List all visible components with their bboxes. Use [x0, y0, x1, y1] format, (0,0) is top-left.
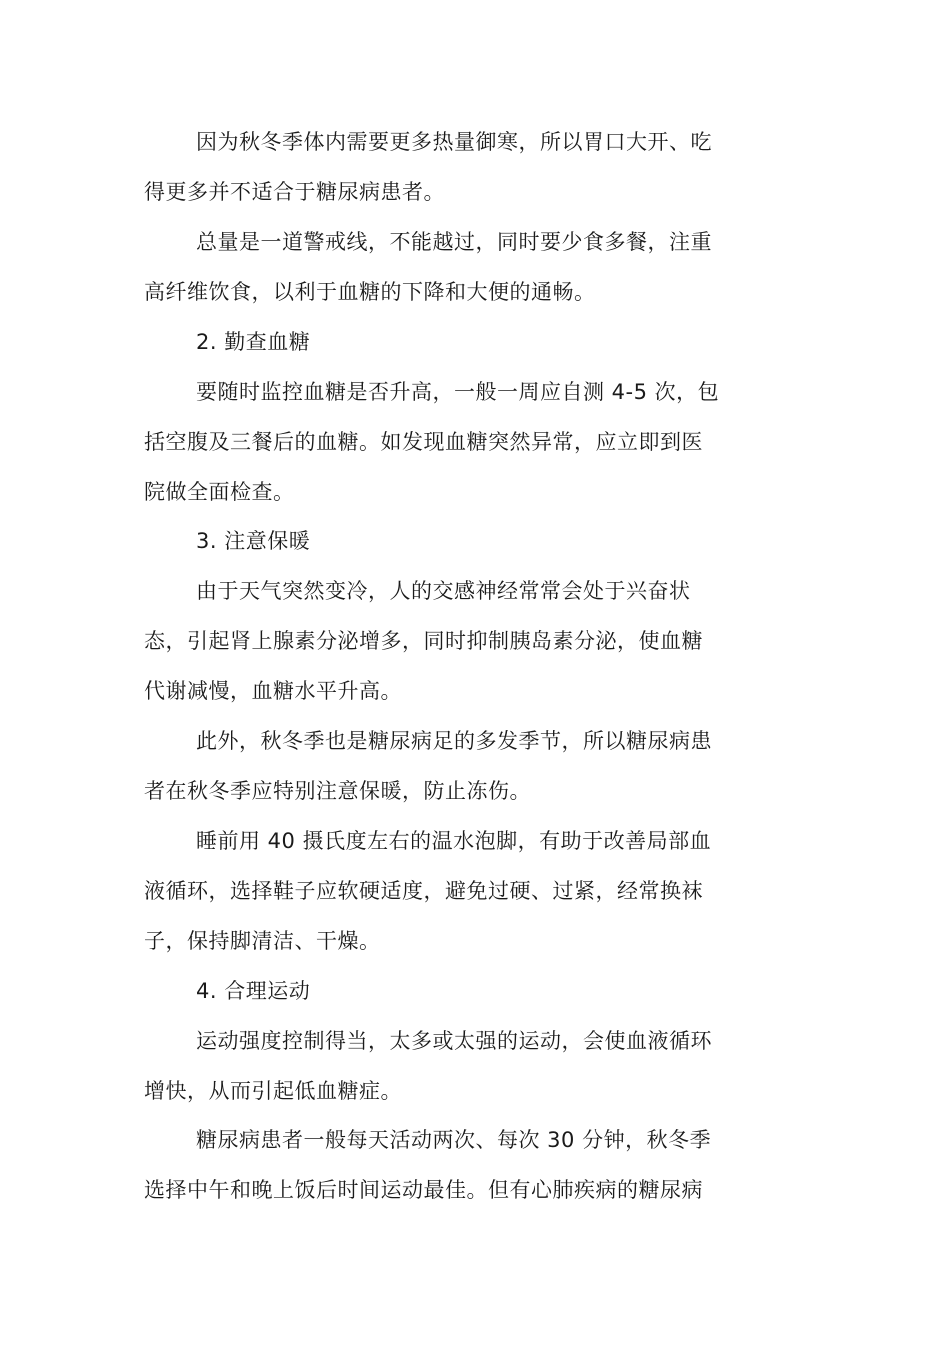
text-line: 括空腹及三餐后的血糖。如发现血糖突然异常，应立即到医	[144, 430, 703, 454]
text-line: 子，保持脚清洁、干燥。	[144, 929, 381, 953]
text-line: 睡前用 40 摄氏度左右的温水泡脚，有助于改善局部血	[196, 829, 712, 853]
text-line: 院做全面检查。	[144, 480, 295, 504]
text-line: 糖尿病患者一般每天活动两次、每次 30 分钟，秋冬季	[196, 1128, 712, 1152]
text-line: 要随时监控血糖是否升高，一般一周应自测 4-5 次，包	[196, 380, 720, 404]
text-line: 因为秋冬季体内需要更多热量御寒，所以胃口大开、吃	[196, 130, 712, 154]
text-line: 由于天气突然变冷，人的交感神经常常会处于兴奋状	[196, 579, 691, 603]
section-heading: 2. 勤查血糖	[196, 330, 311, 354]
text-line: 态，引起肾上腺素分泌增多，同时抑制胰岛素分泌，使血糖	[144, 629, 703, 653]
text-line: 总量是一道警戒线，不能越过，同时要少食多餐，注重	[196, 230, 712, 254]
text-line: 得更多并不适合于糖尿病患者。	[144, 180, 445, 204]
section-heading: 3. 注意保暖	[196, 529, 311, 553]
text-line: 高纤维饮食，以利于血糖的下降和大便的通畅。	[144, 280, 596, 304]
text-line: 运动强度控制得当，太多或太强的运动，会使血液循环	[196, 1029, 712, 1053]
text-line: 代谢减慢，血糖水平升高。	[144, 679, 402, 703]
text-line: 者在秋冬季应特别注意保暖，防止冻伤。	[144, 779, 531, 803]
text-line: 选择中午和晚上饭后时间运动最佳。但有心肺疾病的糖尿病	[144, 1178, 703, 1202]
text-line: 此外，秋冬季也是糖尿病足的多发季节，所以糖尿病患	[196, 729, 712, 753]
text-line: 增快，从而引起低血糖症。	[144, 1079, 402, 1103]
text-line: 液循环，选择鞋子应软硬适度，避免过硬、过紧，经常换袜	[144, 879, 703, 903]
section-heading: 4. 合理运动	[196, 979, 311, 1003]
